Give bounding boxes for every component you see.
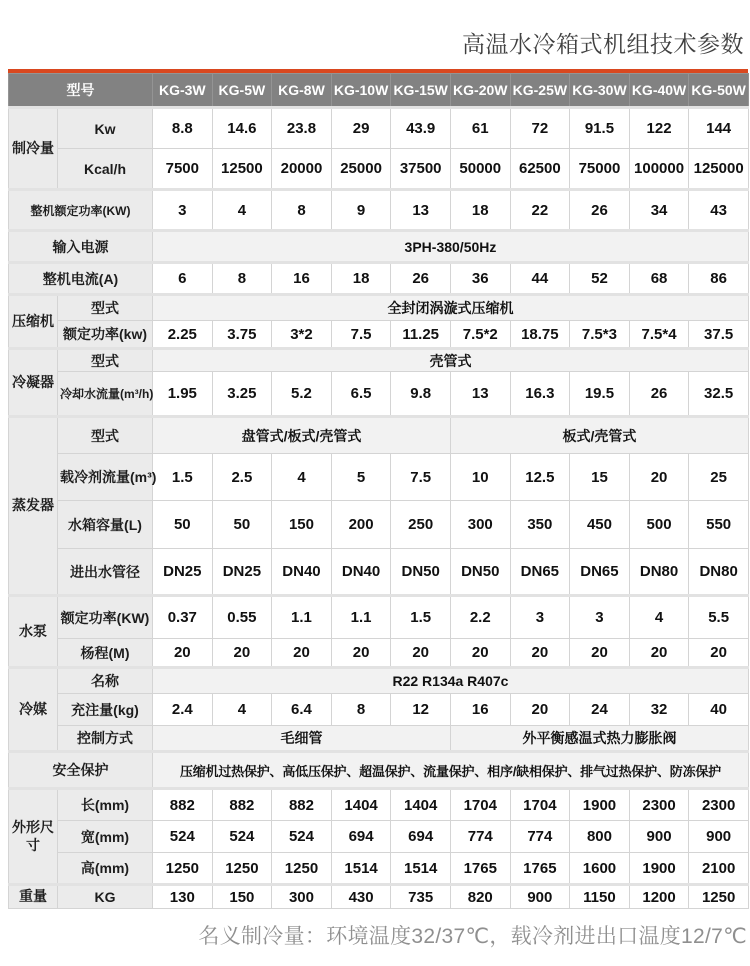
row-label: 整机额定功率(KW) xyxy=(9,190,153,231)
value-cell: 1514 xyxy=(331,853,391,885)
row-label: 额定功率(KW) xyxy=(58,596,153,639)
value-cell: 2.4 xyxy=(153,694,213,726)
value-cell: 26 xyxy=(629,372,689,417)
value-cell: 1704 xyxy=(510,789,570,821)
value-cell: DN80 xyxy=(689,549,749,596)
group-label: 冷媒 xyxy=(9,668,58,752)
table-group xyxy=(9,752,749,789)
table-row xyxy=(9,885,749,909)
value-cell: 34 xyxy=(629,190,689,231)
value-cell: 25 xyxy=(689,454,749,501)
value-cell: 882 xyxy=(272,789,332,821)
value-cell: 250 xyxy=(391,501,451,549)
value-cell: 7.5*3 xyxy=(570,321,630,349)
value-cell: 2300 xyxy=(629,789,689,821)
value-cell: 1704 xyxy=(450,789,510,821)
value-cell: 10 xyxy=(450,454,510,501)
value-cell: 2.25 xyxy=(153,321,213,349)
value-cell: 1.5 xyxy=(391,596,451,639)
model-header-cell: KG-5W xyxy=(212,74,272,108)
value-cell: 800 xyxy=(570,821,630,853)
table-row xyxy=(9,596,749,639)
value-cell: 3 xyxy=(153,190,213,231)
value-cell: 16 xyxy=(450,694,510,726)
value-cell: 24 xyxy=(570,694,630,726)
table-group xyxy=(9,596,749,668)
value-cell: 37.5 xyxy=(689,321,749,349)
value-cell: 450 xyxy=(570,501,630,549)
value-cell: 16 xyxy=(272,263,332,295)
table-group xyxy=(9,417,749,596)
model-header-cell: KG-3W xyxy=(153,74,213,108)
table-row xyxy=(9,454,749,501)
value-cell: 150 xyxy=(212,885,272,909)
value-cell: 18 xyxy=(450,190,510,231)
value-cell: 20 xyxy=(272,639,332,668)
value-cell: 32 xyxy=(629,694,689,726)
group-label: 冷凝器 xyxy=(9,349,58,417)
value-cell: 23.8 xyxy=(272,108,332,149)
row-label: 整机电流(A) xyxy=(9,263,153,295)
value-cell: 20 xyxy=(629,454,689,501)
value-cell: 1765 xyxy=(510,853,570,885)
value-cell: 1250 xyxy=(272,853,332,885)
value-cell: 37500 xyxy=(391,149,451,190)
model-header-cell: 型号 xyxy=(9,74,153,108)
value-cell: 32.5 xyxy=(689,372,749,417)
value-cell: 12.5 xyxy=(510,454,570,501)
table-row xyxy=(9,417,749,454)
table-group xyxy=(9,789,749,885)
row-label: 型式 xyxy=(58,417,153,454)
table-row xyxy=(9,639,749,668)
value-cell: 20 xyxy=(570,639,630,668)
value-cell: 7500 xyxy=(153,149,213,190)
row-label: 充注量(kg) xyxy=(58,694,153,726)
value-cell: 820 xyxy=(450,885,510,909)
value-cell: 6 xyxy=(153,263,213,295)
value-cell: 1600 xyxy=(570,853,630,885)
value-cell: 882 xyxy=(153,789,213,821)
value-cell: 20 xyxy=(689,639,749,668)
value-cell: 72 xyxy=(510,108,570,149)
table-row xyxy=(9,295,749,321)
value-cell: 4 xyxy=(212,694,272,726)
value-cell: 300 xyxy=(450,501,510,549)
value-cell: 1150 xyxy=(570,885,630,909)
value-cell: 200 xyxy=(331,501,391,549)
value-cell: 43.9 xyxy=(391,108,451,149)
value-cell: 1.5 xyxy=(153,454,213,501)
value-cell: 5 xyxy=(331,454,391,501)
value-cell: 12500 xyxy=(212,149,272,190)
value-cell: 50 xyxy=(153,501,213,549)
value-cell: 882 xyxy=(212,789,272,821)
row-label: 名称 xyxy=(58,668,153,694)
value-cell: 4 xyxy=(272,454,332,501)
table-group xyxy=(9,263,749,295)
row-label: 杨程(M) xyxy=(58,639,153,668)
value-cell: 40 xyxy=(689,694,749,726)
row-label: 载冷剂流量(m³) xyxy=(58,454,153,501)
value-cell: 2.5 xyxy=(212,454,272,501)
value-cell: 盘管式/板式/壳管式 xyxy=(153,417,451,454)
value-cell: 20 xyxy=(629,639,689,668)
value-cell: 694 xyxy=(331,821,391,853)
footer-note: 名义制冷量：环境温度32/37℃，载冷剂进出口温度12/7℃ xyxy=(198,925,747,948)
value-cell: 1250 xyxy=(153,853,213,885)
table-group xyxy=(9,108,749,190)
table-group xyxy=(9,668,749,752)
value-cell: 68 xyxy=(629,263,689,295)
value-cell: 300 xyxy=(272,885,332,909)
value-cell: DN65 xyxy=(570,549,630,596)
value-cell: 毛细管 xyxy=(153,726,451,752)
row-label: 控制方式 xyxy=(58,726,153,752)
value-cell: 1900 xyxy=(629,853,689,885)
page-title: 高温水冷箱式机组技术参数 xyxy=(462,31,744,57)
value-cell: 1404 xyxy=(391,789,451,821)
value-cell: 3.25 xyxy=(212,372,272,417)
table-row xyxy=(9,349,749,372)
value-cell: 1.1 xyxy=(331,596,391,639)
value-cell: 44 xyxy=(510,263,570,295)
table-group xyxy=(9,231,749,263)
group-label: 制冷量 xyxy=(9,108,58,190)
value-cell: 1.95 xyxy=(153,372,213,417)
table-row xyxy=(9,853,749,885)
value-cell: 900 xyxy=(510,885,570,909)
value-cell: DN40 xyxy=(331,549,391,596)
value-cell: 500 xyxy=(629,501,689,549)
value-cell: 9 xyxy=(331,190,391,231)
value-cell: 5.2 xyxy=(272,372,332,417)
value-cell: 125000 xyxy=(689,149,749,190)
row-label: Kw xyxy=(58,108,153,149)
table-group xyxy=(9,295,749,349)
value-cell: 774 xyxy=(510,821,570,853)
value-cell: 91.5 xyxy=(570,108,630,149)
row-label: KG xyxy=(58,885,153,909)
value-cell: 86 xyxy=(689,263,749,295)
value-cell: 550 xyxy=(689,501,749,549)
row-label: 型式 xyxy=(58,349,153,372)
value-cell: 122 xyxy=(629,108,689,149)
value-cell: 全封闭涡漩式压缩机 xyxy=(153,295,749,321)
value-cell: 8 xyxy=(272,190,332,231)
value-cell: 4 xyxy=(212,190,272,231)
value-cell: 1200 xyxy=(629,885,689,909)
value-cell: 1250 xyxy=(689,885,749,909)
table-header-row xyxy=(9,74,749,108)
value-cell: 1404 xyxy=(331,789,391,821)
value-cell: 25000 xyxy=(331,149,391,190)
value-cell: 100000 xyxy=(629,149,689,190)
value-cell: 524 xyxy=(272,821,332,853)
value-cell: 20 xyxy=(331,639,391,668)
value-cell: 6.4 xyxy=(272,694,332,726)
row-label: 冷却水流量(m³/h) xyxy=(58,372,153,417)
value-cell: 壳管式 xyxy=(153,349,749,372)
value-cell: DN50 xyxy=(391,549,451,596)
value-cell: 735 xyxy=(391,885,451,909)
model-header-cell: KG-20W xyxy=(450,74,510,108)
value-cell: 150 xyxy=(272,501,332,549)
value-cell: 900 xyxy=(629,821,689,853)
value-cell: DN50 xyxy=(450,549,510,596)
value-cell: 61 xyxy=(450,108,510,149)
value-cell: DN25 xyxy=(153,549,213,596)
table-row xyxy=(9,668,749,694)
value-cell: 8 xyxy=(212,263,272,295)
value-cell: 5.5 xyxy=(689,596,749,639)
table-row xyxy=(9,372,749,417)
spec-table xyxy=(8,73,749,909)
value-cell: 29 xyxy=(331,108,391,149)
value-cell: DN80 xyxy=(629,549,689,596)
value-cell: 3 xyxy=(510,596,570,639)
value-cell: 18 xyxy=(331,263,391,295)
value-cell: 3*2 xyxy=(272,321,332,349)
value-cell: 13 xyxy=(391,190,451,231)
table-row xyxy=(9,231,749,263)
row-label: 进出水管径 xyxy=(58,549,153,596)
row-label: 宽(mm) xyxy=(58,821,153,853)
group-label: 外形尺寸 xyxy=(9,789,58,885)
row-label: 水箱容量(L) xyxy=(58,501,153,549)
value-cell: 12 xyxy=(391,694,451,726)
group-label: 重量 xyxy=(9,885,58,909)
row-label: 长(mm) xyxy=(58,789,153,821)
table-group xyxy=(9,349,749,417)
value-cell: 1514 xyxy=(391,853,451,885)
value-cell: 3.75 xyxy=(212,321,272,349)
value-cell: 430 xyxy=(331,885,391,909)
table-row xyxy=(9,321,749,349)
value-cell: 50 xyxy=(212,501,272,549)
value-cell: 20 xyxy=(391,639,451,668)
value-cell: 板式/壳管式 xyxy=(450,417,748,454)
value-cell: 压缩机过热保护、高低压保护、超温保护、流量保护、相序/缺相保护、排气过热保护、防冻保护 xyxy=(153,752,749,789)
value-cell: 7.5 xyxy=(391,454,451,501)
model-header-cell: KG-15W xyxy=(391,74,451,108)
value-cell: 20 xyxy=(510,694,570,726)
value-cell: 7.5 xyxy=(331,321,391,349)
model-header-cell: KG-8W xyxy=(272,74,332,108)
value-cell: 774 xyxy=(450,821,510,853)
value-cell: 3PH-380/50Hz xyxy=(153,231,749,263)
group-label: 蒸发器 xyxy=(9,417,58,596)
value-cell: 20 xyxy=(153,639,213,668)
value-cell: 20 xyxy=(510,639,570,668)
value-cell: 2300 xyxy=(689,789,749,821)
table-row xyxy=(9,501,749,549)
value-cell: R22 R134a R407c xyxy=(153,668,749,694)
value-cell: 16.3 xyxy=(510,372,570,417)
table-row xyxy=(9,821,749,853)
value-cell: 8.8 xyxy=(153,108,213,149)
value-cell: 3 xyxy=(570,596,630,639)
value-cell: 14.6 xyxy=(212,108,272,149)
value-cell: 20 xyxy=(450,639,510,668)
value-cell: 52 xyxy=(570,263,630,295)
model-header-cell: KG-50W xyxy=(689,74,749,108)
value-cell: 2.2 xyxy=(450,596,510,639)
table-row xyxy=(9,190,749,231)
value-cell: 36 xyxy=(450,263,510,295)
table-row xyxy=(9,726,749,752)
row-label: 安全保护 xyxy=(9,752,153,789)
value-cell: 26 xyxy=(391,263,451,295)
table-row xyxy=(9,789,749,821)
table-group xyxy=(9,885,749,909)
value-cell: 43 xyxy=(689,190,749,231)
group-label: 水泵 xyxy=(9,596,58,668)
group-label: 压缩机 xyxy=(9,295,58,349)
value-cell: 20 xyxy=(212,639,272,668)
value-cell: 6.5 xyxy=(331,372,391,417)
value-cell: 26 xyxy=(570,190,630,231)
table-row xyxy=(9,549,749,596)
value-cell: 75000 xyxy=(570,149,630,190)
value-cell: 524 xyxy=(212,821,272,853)
value-cell: 7.5*4 xyxy=(629,321,689,349)
value-cell: 1250 xyxy=(212,853,272,885)
table-row xyxy=(9,263,749,295)
row-label: 额定功率(kw) xyxy=(58,321,153,349)
table-row xyxy=(9,149,749,190)
model-header-cell: KG-10W xyxy=(331,74,391,108)
value-cell: 20000 xyxy=(272,149,332,190)
value-cell: 13 xyxy=(450,372,510,417)
value-cell: 18.75 xyxy=(510,321,570,349)
value-cell: 外平衡感温式热力膨胀阀 xyxy=(450,726,748,752)
value-cell: 350 xyxy=(510,501,570,549)
value-cell: 0.37 xyxy=(153,596,213,639)
table-group xyxy=(9,190,749,231)
value-cell: 11.25 xyxy=(391,321,451,349)
value-cell: 15 xyxy=(570,454,630,501)
value-cell: 9.8 xyxy=(391,372,451,417)
row-label: 型式 xyxy=(58,295,153,321)
value-cell: 0.55 xyxy=(212,596,272,639)
row-label: 输入电源 xyxy=(9,231,153,263)
value-cell: 19.5 xyxy=(570,372,630,417)
table-row xyxy=(9,752,749,789)
value-cell: 130 xyxy=(153,885,213,909)
model-header-cell: KG-30W xyxy=(570,74,630,108)
value-cell: 144 xyxy=(689,108,749,149)
value-cell: 4 xyxy=(629,596,689,639)
value-cell: 62500 xyxy=(510,149,570,190)
value-cell: 1.1 xyxy=(272,596,332,639)
row-label: Kcal/h xyxy=(58,149,153,190)
value-cell: 2100 xyxy=(689,853,749,885)
value-cell: 8 xyxy=(331,694,391,726)
value-cell: 1900 xyxy=(570,789,630,821)
value-cell: DN40 xyxy=(272,549,332,596)
model-header-cell: KG-40W xyxy=(629,74,689,108)
value-cell: 22 xyxy=(510,190,570,231)
value-cell: 1765 xyxy=(450,853,510,885)
value-cell: 900 xyxy=(689,821,749,853)
value-cell: 7.5*2 xyxy=(450,321,510,349)
value-cell: DN25 xyxy=(212,549,272,596)
value-cell: 524 xyxy=(153,821,213,853)
value-cell: DN65 xyxy=(510,549,570,596)
table-row xyxy=(9,694,749,726)
row-label: 高(mm) xyxy=(58,853,153,885)
table-row xyxy=(9,108,749,149)
value-cell: 50000 xyxy=(450,149,510,190)
value-cell: 694 xyxy=(391,821,451,853)
model-header-cell: KG-25W xyxy=(510,74,570,108)
